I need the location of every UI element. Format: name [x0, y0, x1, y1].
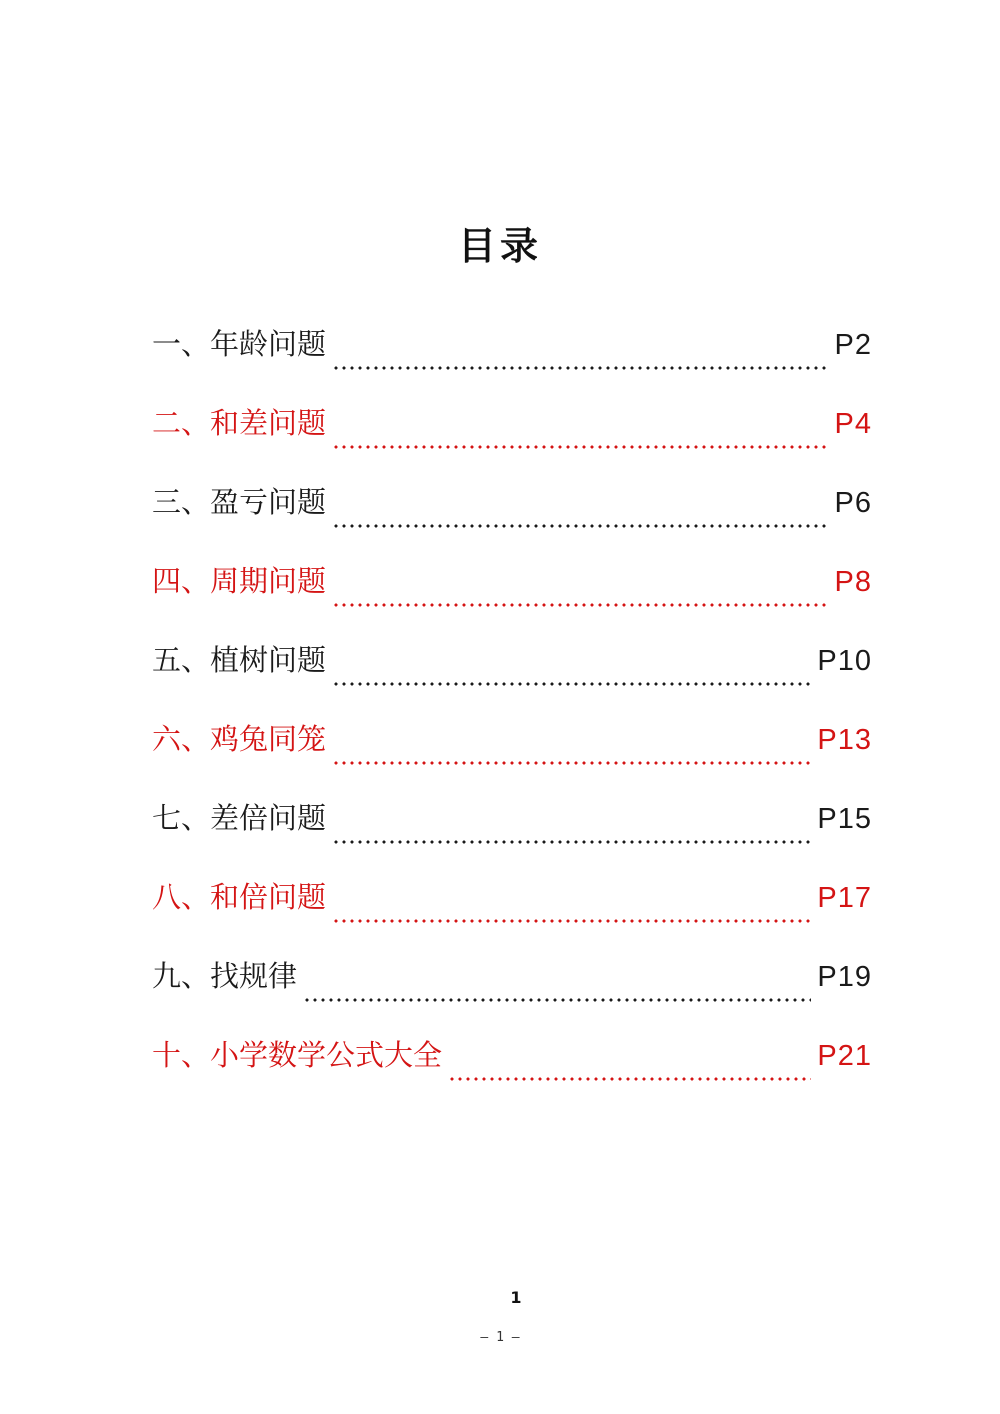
- toc-entry-4[interactable]: [152, 555, 872, 634]
- toc-entry-number: 二、: [152, 406, 211, 440]
- toc-entry-number: 一、: [152, 327, 211, 361]
- toc-entry-page: P21: [817, 1040, 872, 1072]
- toc-dot-leader: [332, 442, 828, 452]
- toc-entry-6[interactable]: [152, 713, 872, 792]
- page-title: 目录: [457, 224, 542, 268]
- toc-entry-number: 六、: [152, 722, 211, 756]
- toc-dot-leader: [332, 679, 811, 689]
- toc-entry-number: 七、: [152, 801, 211, 835]
- toc-entry-page: P17: [817, 882, 872, 914]
- page-footer: – 1 –: [480, 1330, 520, 1345]
- toc-entry-1[interactable]: [152, 318, 872, 397]
- toc-entry-label: 找规律: [210, 959, 298, 993]
- toc-entry-label: 鸡兔同笼: [210, 722, 327, 756]
- toc-entry-number: 三、: [152, 485, 211, 519]
- toc-entry-label: 植树问题: [210, 643, 327, 677]
- toc-dot-leader: [448, 1074, 811, 1084]
- toc-entry-page: P2: [834, 329, 872, 361]
- toc-entry-label: 盈亏问题: [210, 485, 327, 519]
- toc-entry-label: 年龄问题: [210, 327, 327, 361]
- toc-entry-number: 九、: [152, 959, 211, 993]
- toc-entry-page: P10: [817, 645, 872, 677]
- toc-entry-label: 小学数学公式大全: [210, 1038, 443, 1072]
- toc-entry-number: 八、: [152, 880, 211, 914]
- toc-entry-label: 周期问题: [210, 564, 327, 598]
- toc-dot-leader: [332, 521, 828, 531]
- page-number: 1: [510, 1288, 522, 1307]
- toc-entry-7[interactable]: [152, 792, 872, 871]
- toc-entry-label: 和差问题: [210, 406, 327, 440]
- toc-dot-leader: [303, 995, 811, 1005]
- toc-dot-leader: [332, 600, 828, 610]
- toc-dot-leader: [332, 837, 811, 847]
- toc-entry-page: P6: [834, 487, 872, 519]
- toc-dot-leader: [332, 758, 811, 768]
- toc-entry-page: P15: [817, 803, 872, 835]
- toc-entry-2[interactable]: [152, 397, 872, 476]
- toc-entry-label: 和倍问题: [210, 880, 327, 914]
- toc-entry-9[interactable]: [152, 950, 872, 1029]
- table-of-contents: [152, 318, 872, 1108]
- toc-entry-8[interactable]: [152, 871, 872, 950]
- toc-entry-number: 十、: [152, 1038, 211, 1072]
- toc-entry-page: P4: [834, 408, 872, 440]
- toc-entry-number: 四、: [152, 564, 211, 598]
- toc-entry-label: 差倍问题: [210, 801, 327, 835]
- toc-entry-page: P19: [817, 961, 872, 993]
- toc-entry-10[interactable]: [152, 1029, 872, 1108]
- toc-entry-page: P8: [834, 566, 872, 598]
- toc-dot-leader: [332, 916, 811, 926]
- toc-entry-5[interactable]: [152, 634, 872, 713]
- toc-dot-leader: [332, 363, 828, 373]
- toc-entry-number: 五、: [152, 643, 211, 677]
- toc-entry-page: P13: [817, 724, 872, 756]
- toc-entry-3[interactable]: [152, 476, 872, 555]
